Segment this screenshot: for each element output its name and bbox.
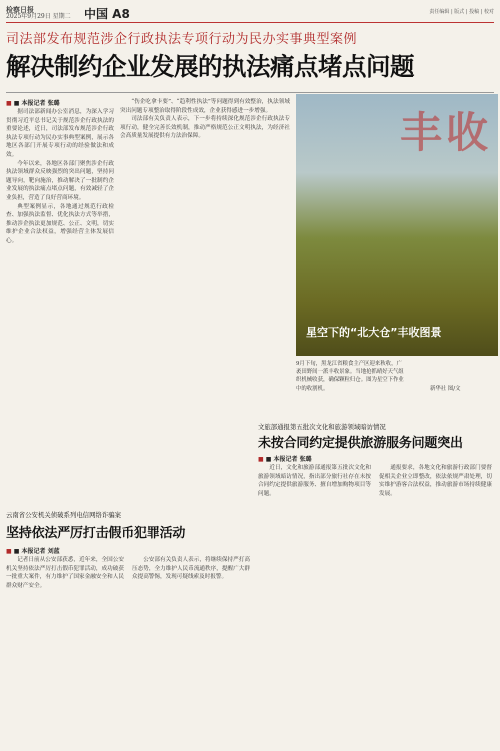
second-story-body (258, 464, 492, 746)
paragraph: 司法部有关负责人表示，下一步将持续深化规范涉企行政执法专项行动，健全完善长效机制，推动严格规范公正文明执法，为经济社会高质量发展提供有力法治保障。 (120, 116, 290, 140)
paper-name: 检察日报 (6, 5, 34, 14)
paragraph: 今年以来，各地区各部门聚焦涉企行政执法领域群众反映强烈的突出问题，坚持问题导向，靶向施治，推动解决了一批制约企业发展的执法痛点堵点问题，有效减轻了企业负担，营造了良好营商环境。 (6, 160, 114, 201)
photo-overlay-text: 丰收 (399, 108, 492, 157)
masthead (6, 4, 494, 23)
section-label: 中国 A8 (84, 7, 130, 21)
paragraph: “伤企吃拿卡要”、“趋利性执法”等问题得到有效整治，执法领域突出问题专项整治取得阶段性成效，企业获得感进一步增强。 (120, 99, 290, 114)
paragraph: 记者日前从公安部获悉，近年来，全国公安机关坚持依法严厉打击假币犯罪活动，成功破获一批重大案件，有力维护了国家金融安全和人民群众财产安全。 (6, 557, 124, 589)
second-story-byline: ■ ■ 本报记者 张璐 (258, 454, 378, 463)
paragraph: 通报要求，各地文化和旅游行政部门要督促相关企业立即整改，依法依规严肃处理，切实维护游客合法权益，推动旅游市场持续健康发展。 (379, 465, 492, 497)
top-story-kicker: 司法部发布规范涉企行政执法专项行动为民办实事典型案例 (6, 32, 358, 47)
top-story-column-1 (6, 108, 114, 503)
third-story-headline: 坚持依法严厉打击假币犯罪活动 (6, 526, 186, 541)
second-story-kicker: 文旅部通报第五批次文化和旅游领域暗访情况 (258, 423, 386, 431)
paragraph: 公安部有关负责人表示，将继续保持严打高压态势，全力维护人民币流通秩序，提醒广大群众提高警惕，发现可疑线索及时报警。 (132, 557, 250, 581)
paragraph: 典型案例显示，各地通过规范行政检查、加强执法监督、优化执法方式等举措，推动涉企执法更加规范、公正、文明，切实维护企业合法权益，增强经营主体发展信心。 (6, 203, 114, 244)
paragraph: 据司法部新闻办公室消息，为深入学习贯彻习近平总书记关于规范涉企行政执法的重要论述，近日，司法部发布规范涉企行政执法专项行动为民办实事典型案例，展示各地区各部门开展专项行动的经验做法和成效。 (6, 109, 114, 158)
masthead-paper-info (6, 6, 76, 20)
third-story-body (6, 556, 250, 746)
top-story-headline: 解决制约企业发展的执法痛点堵点问题 (6, 52, 414, 81)
photo-caption: 9月下旬，黑龙江省粮食主产区迎来秋收，广袤田野间一派丰收景象。当地抢抓晴好天气组织机械收获，确保颗粒归仓。图为星空下作业中的收割机。 (296, 361, 404, 392)
photo-title: 星空下的“北大仓”丰收图景 (306, 326, 442, 339)
second-story-headline: 未按合同约定提供旅游服务问题突出 (258, 436, 463, 451)
top-story-byline: ■ ■ 本报记者 张璐 (6, 98, 114, 107)
editor-credits: 责任编辑 | 版式 | 投稿 | 校对 (429, 9, 494, 15)
paragraph: 近日，文化和旅游部通报第五批次文化和旅游领域暗访情况，指出部分旅行社存在未按合同约定提供旅游服务、擅自增加购物项目等问题。 (258, 465, 371, 497)
issue-date: 2025年9月29日 星期二 (6, 13, 71, 20)
third-story-kicker: 云南省公安机关侦破系列电信网络诈骗案 (6, 511, 122, 519)
photo-credit: 新华社 图/文 (430, 386, 461, 392)
harvest-photo (296, 94, 498, 356)
headline-divider (6, 92, 494, 93)
third-story-byline: ■ ■ 本报记者 刘蓝 (6, 546, 116, 555)
